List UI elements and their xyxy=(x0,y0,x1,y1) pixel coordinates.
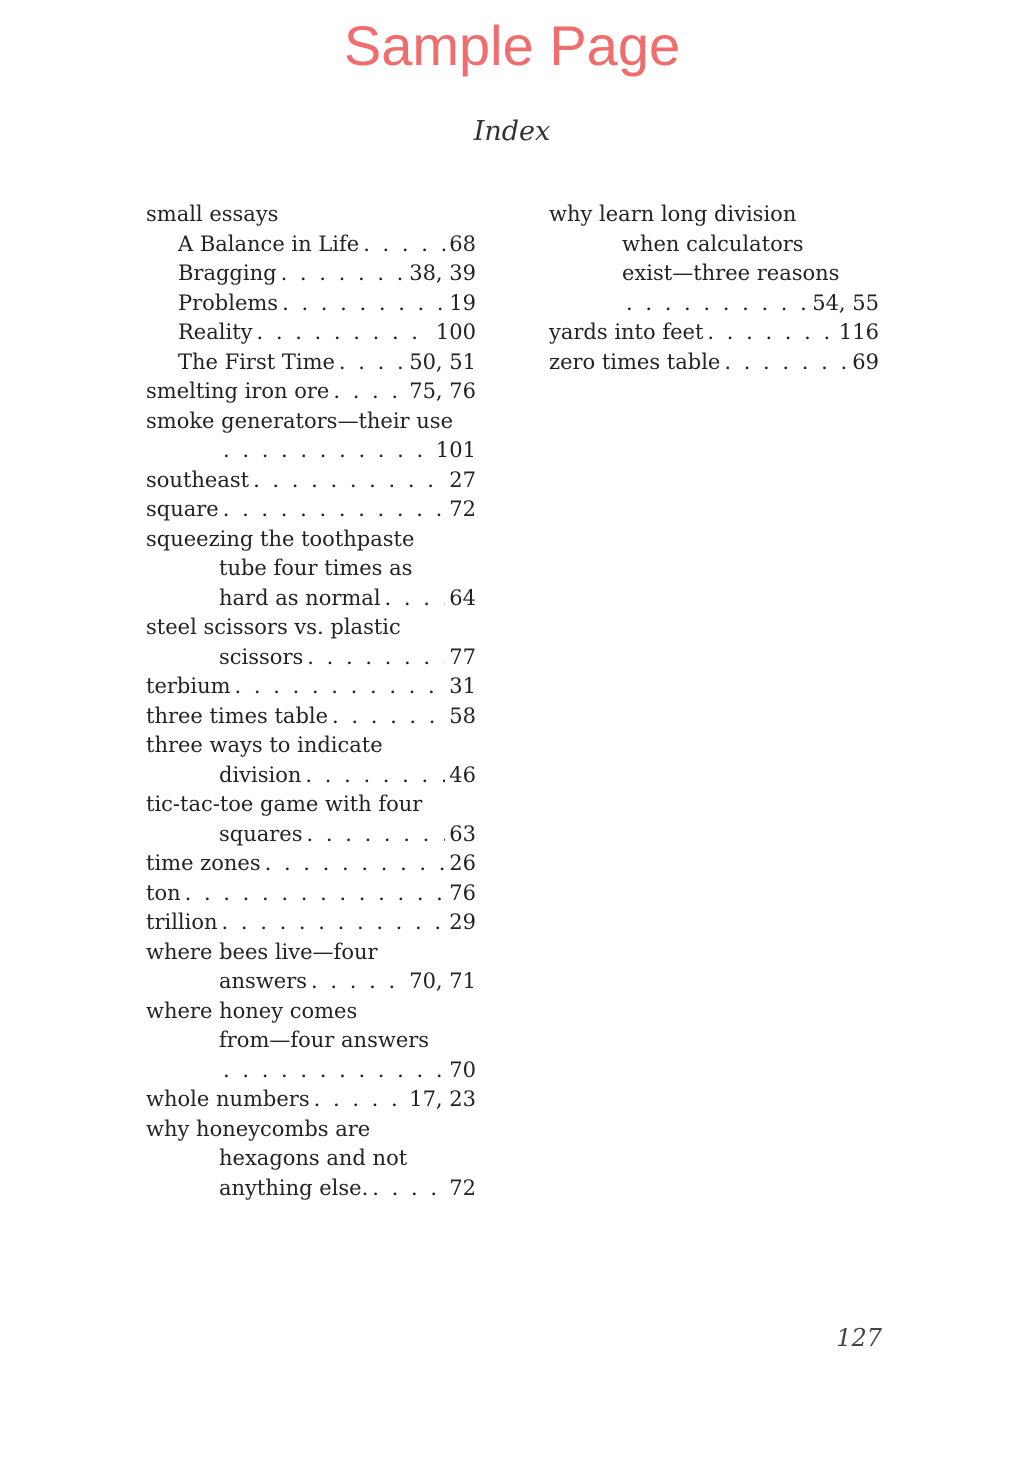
index-column-left xyxy=(146,200,476,1203)
index-page-ref: 50, 51 xyxy=(409,349,476,374)
index-page-ref: 31 xyxy=(449,674,476,698)
index-page-ref: 27 xyxy=(449,467,476,492)
index-term: yards into feet xyxy=(549,320,704,344)
index-term: scissors xyxy=(219,644,304,669)
index-entry-line xyxy=(146,289,476,319)
index-entry-line xyxy=(146,820,476,850)
index-page-ref: 69 xyxy=(852,349,879,374)
dot-leader xyxy=(222,908,446,938)
index-entry-line xyxy=(146,407,476,437)
index-term: squares xyxy=(219,821,303,846)
index-entry-line xyxy=(146,1056,476,1086)
index-page-ref: 75, 76 xyxy=(409,379,476,403)
index-entry-line xyxy=(146,613,476,643)
index-term: why learn long division xyxy=(549,202,797,226)
index-term: squeezing the toothpaste xyxy=(146,526,415,551)
index-term: division xyxy=(219,762,302,787)
page-number: 127 xyxy=(836,1324,882,1352)
dot-leader xyxy=(372,1174,445,1204)
index-term: square xyxy=(146,497,219,521)
index-subentry xyxy=(146,289,476,319)
dot-leader xyxy=(333,377,405,407)
index-page-ref: 38, 39 xyxy=(409,261,476,285)
index-entry-line xyxy=(146,436,476,466)
index-entry-line xyxy=(146,1085,476,1115)
index-entry-line xyxy=(549,259,879,289)
index-page-ref: 63 xyxy=(449,821,476,846)
index-term: The First Time xyxy=(178,349,335,374)
index-entry-line xyxy=(146,849,476,879)
dot-leader xyxy=(305,761,445,791)
index-page-ref: 19 xyxy=(449,290,476,315)
index-entry xyxy=(146,377,476,407)
index-entry-line xyxy=(549,289,879,319)
index-term: where bees live—four xyxy=(146,939,378,964)
index-entry xyxy=(146,672,476,702)
index-page-ref: 68 xyxy=(449,231,476,256)
index-term: answers xyxy=(219,969,308,993)
index-entry-line xyxy=(549,200,879,230)
index-page-ref: 72 xyxy=(449,1175,476,1200)
index-entry xyxy=(146,997,476,1086)
index-entry-line xyxy=(146,525,476,555)
index-term: anything else. xyxy=(219,1175,369,1200)
index-page-ref: 26 xyxy=(449,851,476,875)
index-entry xyxy=(146,495,476,525)
index-entry xyxy=(549,318,879,348)
index-page-ref: 29 xyxy=(449,910,476,934)
index-term: tic-tac-toe game with four xyxy=(146,792,423,816)
index-entry-line xyxy=(146,908,476,938)
index-entry-line xyxy=(146,1115,476,1145)
dot-leader xyxy=(707,318,835,348)
dot-leader xyxy=(185,879,446,909)
index-term: A Balance in Life xyxy=(178,231,360,256)
dot-leader xyxy=(314,1085,406,1115)
index-entry-line xyxy=(146,879,476,909)
index-term: three ways to indicate xyxy=(146,733,383,757)
index-entry-line xyxy=(146,1026,476,1056)
dot-leader xyxy=(363,230,445,260)
index-entry xyxy=(146,466,476,496)
index-page-ref: 77 xyxy=(449,644,476,669)
index-page-ref: 72 xyxy=(449,497,476,521)
index-entry xyxy=(146,731,476,790)
index-entry-line xyxy=(146,1174,476,1204)
index-entry xyxy=(146,790,476,849)
dot-leader xyxy=(253,466,445,496)
index-entry-line xyxy=(146,554,476,584)
dot-leader xyxy=(223,1056,445,1086)
index-entry-line xyxy=(549,348,879,378)
index-entry xyxy=(146,407,476,466)
dot-leader xyxy=(223,495,446,525)
index-term: smoke generators—their use xyxy=(146,408,453,433)
dot-leader xyxy=(307,643,445,673)
dot-leader xyxy=(257,318,432,348)
dot-leader xyxy=(311,967,405,997)
index-entry-line xyxy=(146,643,476,673)
index-entry-line xyxy=(146,702,476,732)
index-entry-line xyxy=(146,967,476,997)
index-entry-line xyxy=(146,466,476,496)
index-page-ref: 70 xyxy=(449,1057,476,1082)
index-term: hard as normal xyxy=(219,585,381,610)
index-term: why honeycombs are xyxy=(146,1116,371,1141)
index-entry-line xyxy=(146,672,476,702)
index-page-ref: 17, 23 xyxy=(409,1087,476,1111)
index-entry-line xyxy=(146,761,476,791)
index-entry-line xyxy=(146,938,476,968)
sample-page-watermark: Sample Page xyxy=(343,14,681,77)
index-term: from—four answers xyxy=(219,1028,430,1052)
index-entry xyxy=(549,348,879,378)
index-entry xyxy=(146,908,476,938)
index-entry-line xyxy=(146,584,476,614)
index-entry-line xyxy=(146,259,476,289)
index-entry-line xyxy=(146,200,476,230)
index-entry xyxy=(146,938,476,997)
index-entry xyxy=(146,879,476,909)
page-title: Index xyxy=(473,116,551,147)
dot-leader xyxy=(235,672,446,702)
index-entry xyxy=(146,525,476,614)
index-term: whole numbers xyxy=(146,1087,310,1111)
index-entry-line xyxy=(146,790,476,820)
dot-leader xyxy=(339,348,405,378)
index-entry xyxy=(146,849,476,879)
index-entry xyxy=(146,200,476,230)
index-entry xyxy=(146,1115,476,1204)
dot-leader xyxy=(265,849,446,879)
index-page-ref: 70, 71 xyxy=(409,969,476,993)
index-term: trillion xyxy=(146,910,218,934)
index-page-ref: 46 xyxy=(449,762,476,787)
dot-leader xyxy=(385,584,446,614)
index-term: where honey comes xyxy=(146,998,358,1023)
index-entry-line xyxy=(146,377,476,407)
index-entry-line xyxy=(146,348,476,378)
index-term: three times table xyxy=(146,703,329,728)
index-term: exist—three reasons xyxy=(622,261,840,285)
index-entry-line xyxy=(549,230,879,260)
index-entry xyxy=(146,1085,476,1115)
index-term: hexagons and not xyxy=(219,1146,408,1170)
dot-leader xyxy=(332,702,445,732)
index-term: steel scissors vs. plastic xyxy=(146,615,401,639)
dot-leader xyxy=(223,436,432,466)
index-term: small essays xyxy=(146,202,279,226)
dot-leader xyxy=(626,289,808,319)
dot-leader xyxy=(282,289,445,319)
index-entry-line xyxy=(146,230,476,260)
index-subentry xyxy=(146,230,476,260)
dot-leader xyxy=(281,259,406,289)
index-term: zero times table xyxy=(549,349,721,374)
index-entry-line xyxy=(549,318,879,348)
index-term: smelting iron ore xyxy=(146,379,330,403)
index-entry xyxy=(549,200,879,318)
index-page-ref: 116 xyxy=(838,320,879,344)
index-entry xyxy=(146,702,476,732)
index-page-ref: 100 xyxy=(435,320,476,344)
index-entry xyxy=(146,613,476,672)
index-term: Problems xyxy=(178,290,279,315)
index-entry-line xyxy=(146,997,476,1027)
index-term: Reality xyxy=(178,320,253,344)
index-entry-line xyxy=(146,1144,476,1174)
dot-leader xyxy=(724,348,848,378)
index-term: southeast xyxy=(146,467,250,492)
index-subentry xyxy=(146,318,476,348)
index-term: tube four times as xyxy=(219,556,413,580)
index-entry-line xyxy=(146,495,476,525)
index-page-ref: 76 xyxy=(449,880,476,905)
index-page-ref: 54, 55 xyxy=(812,290,879,315)
index-subentry xyxy=(146,348,476,378)
index-term: when calculators xyxy=(622,231,804,256)
index-subentry xyxy=(146,259,476,289)
index-page-ref: 64 xyxy=(449,585,476,610)
index-term: ton xyxy=(146,880,181,905)
index-term: terbium xyxy=(146,674,231,698)
index-page-ref: 58 xyxy=(449,703,476,728)
index-page-ref: 101 xyxy=(435,438,476,462)
index-term: time zones xyxy=(146,851,261,875)
dot-leader xyxy=(307,820,446,850)
index-entry-line xyxy=(146,731,476,761)
index-term: Bragging xyxy=(178,261,277,285)
index-entry-line xyxy=(146,318,476,348)
index-column-right xyxy=(549,200,879,377)
